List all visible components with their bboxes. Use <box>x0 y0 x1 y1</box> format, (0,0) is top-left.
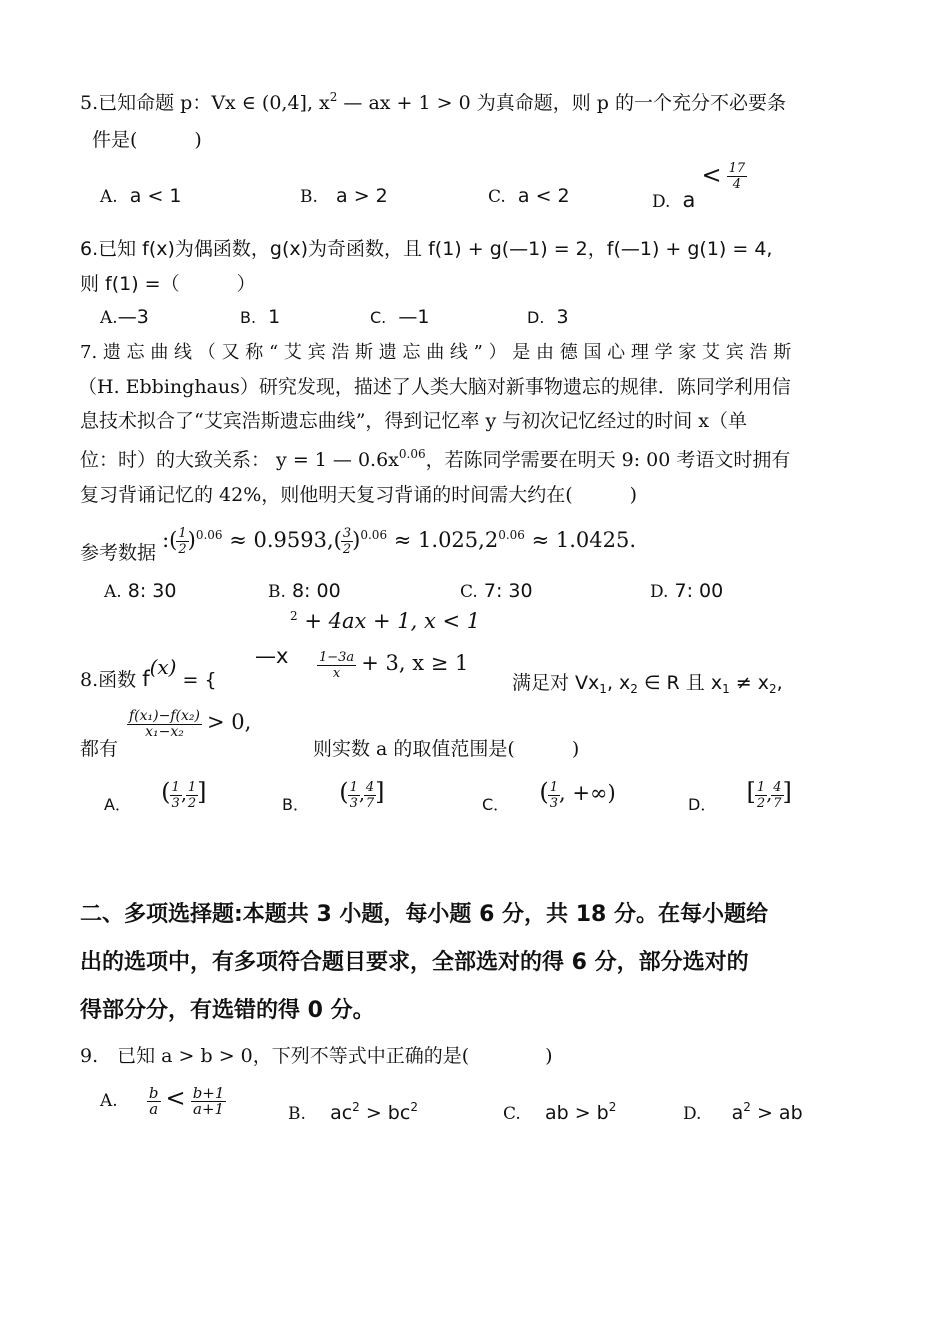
q8-condition: 满足对 $Vx_1$, $x_2$ ∈ R 且 $x_1 \ne x_2$, <box>512 672 783 696</box>
q5-option-d: D. a < $\frac{17}{4}$ <box>652 160 746 212</box>
q7-stem-line2: （H. Ebbinghaus）研究发现，描述了人类大脑对新事物遗忘的规律．陈同学利用信 <box>78 376 791 398</box>
q5-option-c: C. a < 2 <box>488 185 570 207</box>
q5-option-b: B. a > 2 <box>300 185 388 207</box>
q7-option-a: A. 8: 30 <box>104 580 177 602</box>
q8-inequality: $\frac{\text{f(x₁)−f(x₂)}}{\text{x₁−x₂}}$ > 0, <box>129 707 252 740</box>
q8-stem-line2-tail: 则实数 a 的取值范围是( ) <box>313 738 580 760</box>
q6-stem-line2: 则 f(1) =（ ） <box>80 273 256 295</box>
q7-stem-line1: 7. 遗 忘 曲 线 （ 又 称 “ 艾 宾 浩 斯 遗 忘 曲 线 ” ） 是 由 德 国 心 理 学 家 艾 宾 浩 斯 <box>80 342 792 363</box>
q8-stem-line2: 都有 <box>80 738 119 760</box>
q8-option-d: $_{D.}$ [ $\frac{1}{2}$ , $\frac{4}{7}$ ] <box>688 778 792 814</box>
q9-option-c: C. ab > $b^2$ <box>503 1100 617 1124</box>
section2-heading-line3: 得部分分，有选错的得 0 分。 <box>80 998 375 1023</box>
q5-option-a: A. a < 1 <box>100 185 182 207</box>
q6-stem-line1: 6.已知 f(x)为偶函数，g(x)为奇函数，且 f(1) + g(—1) = 2，f(—1) + g(1) = 4, <box>80 238 773 260</box>
q8-option-c: $_{C.}$ ( $\frac{1}{3}$ , +∞) <box>482 778 616 814</box>
q9-stem: 9. 已知 a > b > 0，下列不等式中正确的是( ) <box>80 1045 553 1067</box>
q7-option-c: C. 7: 30 <box>460 580 533 602</box>
section2-heading-line1: 二、多项选择题:本题共 3 小题，每小题 6 分，共 18 分。在每小题给 <box>80 902 768 927</box>
section2-heading-line2: 出的选项中，有多项符合题目要求，全部选对的得 6 分，部分选对的 <box>80 950 749 975</box>
q8-function-line: 8.函数 f(x) = { <box>80 655 217 691</box>
q8-neg-x: —x <box>255 644 289 668</box>
q9-option-b: B. $ac^2 > bc^2$ <box>288 1100 418 1124</box>
q5-stem-line2: 件是( ) <box>92 129 202 151</box>
q7-option-d: D. 7: 00 <box>650 580 724 602</box>
q8-option-b: $_{B.}$ ( $\frac{1}{3}$ , $\frac{4}{7}$ ] <box>282 778 385 814</box>
q6-option-c: C. —1 <box>370 306 430 328</box>
q6-option-d: D. 3 <box>527 306 569 328</box>
q5-stem-line1: 5.已知命题 p：Vx ∈ (0,4], $x^2$ — ax + 1 > 0 为真命题，则 p 的一个充分不必要条 <box>80 90 786 114</box>
q8-case1: $^2$ + 4ax + 1, x < 1 <box>290 609 481 633</box>
q6-option-b: B. 1 <box>240 306 281 328</box>
q7-stem-line5: 复习背诵记忆的 42%，则他明天复习背诵的时间需大约在( ) <box>80 484 638 506</box>
q7-reference-data: 参考数据 :( $\frac{1}{2}$ )$^{0.06}$ ≈ 0.9593,( $\frac{3}{2}$ )$^{0.06} \approx 1.025,2^{0.06} \approx 1.0425$. <box>80 526 637 564</box>
q9-option-a: A. $\frac{b}{a}$ < $\frac{b+1}{a+1}$ <box>100 1083 225 1118</box>
q7-stem-line4: 位：时）的大致关系： y = 1 — $0.6x^{0.06}$，若陈同学需要在明天 9: 00 考语文时拥有 <box>80 447 791 471</box>
q8-case2: $\frac{1-3a}{x}$ + 3, x ≥ 1 <box>319 649 469 681</box>
q8-option-a: $_{A.}$ ( $\frac{1}{3}$ , $\frac{1}{2}$ ] <box>104 778 207 814</box>
q7-stem-line3: 息技术拟合了“艾宾浩斯遗忘曲线”，得到记忆率 y 与初次记忆经过的时间 x（单 <box>80 410 747 432</box>
q9-option-d: D. $a^2$ > ab <box>683 1100 803 1124</box>
q6-option-a: A.—3 <box>100 306 149 328</box>
q7-option-b: B. 8: 00 <box>268 580 341 602</box>
